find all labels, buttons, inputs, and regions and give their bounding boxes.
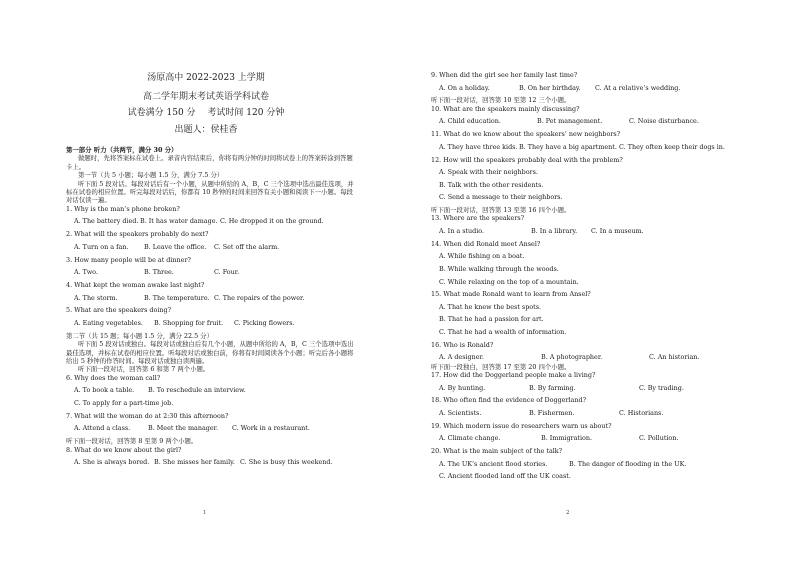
option-a: A. Attend a class. [74, 424, 131, 433]
option-a: A. By hunting. [439, 383, 486, 392]
page-1-content [66, 146, 356, 467]
option-row [74, 386, 356, 394]
question-text: 6. Why does the woman call? [66, 373, 161, 382]
option-row [439, 460, 751, 468]
option-row [439, 384, 751, 392]
question-text: 17. How did the Doggerland people make a living? [431, 370, 596, 379]
option-a: A. While fishing on a boat. [439, 252, 525, 261]
option-a: A. Speak with their neighbors. [439, 168, 538, 177]
section-note: 听下面一段对话，回答第 10 至第 12 三个小题。 [431, 96, 571, 105]
option-a: A. The battery died. [74, 217, 139, 226]
option-b: B. She misses her family. [154, 458, 235, 467]
section-note: 听下面一段对话，回答第 8 至第 9 两个小题。 [66, 437, 198, 446]
option-b: B. Talk with the other residents. [439, 180, 544, 189]
option-c: C. Noise disturbance. [629, 117, 699, 126]
option-a: A. Two. [74, 268, 98, 277]
option-c: C. Picking flowers. [234, 319, 295, 327]
option-a: A. The storm. [74, 293, 118, 302]
sec1-title: 第一节（共 5 小题；每小题 1.5 分，满分 7.5 分） [78, 171, 224, 180]
option-c: C. She is busy this weekend. [240, 458, 333, 467]
option-row [74, 424, 356, 432]
option-a: A. Scientists. [439, 408, 482, 417]
option-a: A. That he knew the best spots. [439, 302, 542, 311]
question-text: 11. What do we know about the speakers’ new neighbors? [431, 130, 621, 139]
question-text: 20. What is the main subject of the talk? [431, 447, 563, 456]
option-row [439, 84, 751, 92]
option-row [439, 143, 751, 151]
option-row [74, 268, 356, 276]
option-c: C. They often keep their dogs in. [619, 142, 725, 151]
question-text: 13. Where are the speakers? [431, 214, 525, 223]
option-c: C. Pollution. [639, 434, 679, 443]
page-1 [66, 0, 366, 562]
question-text: 14. When did Ronald meet Ansel? [431, 239, 541, 248]
option-c: C. Send a message to their neighbors. [439, 193, 563, 202]
option-a: A. In a studio. [439, 226, 485, 235]
option-row [439, 227, 751, 235]
option-row [74, 458, 356, 466]
option-row [439, 409, 751, 417]
author: 出题人：侯桂香 [174, 125, 238, 135]
option-a: A. The UK’s ancient flood stories. [439, 459, 548, 468]
option-a: A. Climate change. [439, 434, 501, 443]
option-b: B. Three. [144, 268, 174, 277]
option-row [74, 243, 356, 251]
page-number: 1 [203, 510, 207, 516]
option-b: B. Leave the office. [144, 242, 207, 251]
question-text: 10. What are the speakers mainly discussing? [431, 104, 580, 113]
question-text: 15. What made Ronald want to learn from Ansel? [431, 290, 591, 299]
school-title: 汤原高中 2022-2023 上学期 [147, 73, 265, 83]
option-c: C. At a relative’s wedding. [595, 83, 681, 92]
option-row [439, 472, 751, 480]
option-c: C. Four. [214, 268, 240, 277]
option-c: C. Ancient flooded land off the UK coast. [439, 472, 571, 481]
option-b: B. Pet management. [537, 117, 603, 126]
sec1-intro: 听下面 5 段对话。每段对话后有一个小题，从题中所给的 A，B，C 三个选项中选出最佳选项，并标在试卷的相应位置。听完每段对话后，你都有 10 秒钟的时间来回答有关小题和阅读下一小题。每段对话仅读一遍。 [66, 179, 354, 205]
question-text: 18. Who often find the evidence of Doggerland? [431, 396, 587, 405]
option-c: C. That he had a wealth of information. [439, 327, 567, 336]
option-c: C. Work in a restaurant. [232, 424, 310, 433]
page-2-content [431, 71, 751, 481]
option-a: A. To book a table. [74, 386, 135, 395]
question-text: 2. What will the speakers probably do next? [66, 230, 209, 239]
option-row [439, 117, 751, 125]
option-c: C. Historians. [619, 408, 664, 417]
score-time: 试卷满分 150 分 考试时间 120 分钟 [127, 108, 285, 118]
exam-title: 高二学年期末考试英语学科试卷 [142, 92, 269, 102]
option-b: B. Shopping for fruit. [154, 319, 224, 327]
option-b: B. The danger of flooding in the UK. [569, 459, 687, 468]
option-row [439, 434, 751, 442]
option-b: B. They have a big apartment. [519, 142, 617, 151]
question-text: 4. What kept the woman awake last night? [66, 281, 205, 290]
option-c: C. To apply for a part-time job. [74, 399, 174, 408]
sec2-intro: 听下面 5 段对话或独白。每段对话或独白后有几个小题，从题中所给的 A，B，C 三个选项中选出最佳选项，并标在试卷的相应位置。听每段对话或独白前，你将有时间阅读各个小题；听完后各小题将给出 5 秒钟的作答时间。每段对话或独白读两遍。 [66, 340, 354, 366]
option-a: A. Turn on a fan. [74, 242, 129, 251]
option-stack [439, 252, 751, 286]
option-c: C. Set off the alarm. [214, 242, 280, 251]
part1-intro: 做题时，先将答案标在试卷上。录音内容结束后，你将有两分钟的时间将试卷上的答案转涂到答题卡上。 [66, 154, 353, 171]
question-text: 16. Who is Ronald? [431, 340, 494, 349]
option-b: B. That he had a passion for art. [439, 315, 544, 324]
option-b: B. To reschedule an interview. [148, 386, 246, 395]
option-row [74, 319, 356, 327]
option-c: C. By trading. [639, 383, 684, 392]
option-c: C. While relaxing on the top of a mountain. [439, 277, 579, 286]
option-row [74, 294, 356, 302]
question-text: 5. What are the speakers doing? [66, 306, 171, 315]
sec2-title: 第二节（共 15 题；每小题 1.5 分，满分 22.5 分） [66, 331, 213, 340]
question-text: 12. How will the speakers probably deal with the problem? [431, 155, 623, 164]
question-text: 1. Why is the man’s phone broken? [66, 204, 180, 213]
question-text: 19. Which modern issue do researchers warn us about? [431, 421, 612, 430]
option-b: B. Meet the manager. [148, 424, 219, 433]
section-note: 听下面一段独白，回答第 17 至第 20 四个小题。 [431, 362, 571, 371]
question-text: 8. What do we know about the girl? [66, 445, 182, 454]
option-b: B. It has water damage. [140, 217, 218, 226]
option-a: A. A designer. [439, 353, 484, 362]
option-row [74, 217, 356, 225]
option-b: B. In a library. [531, 226, 578, 235]
option-b: B. By farming. [529, 383, 576, 392]
option-row [439, 353, 751, 361]
question-text: 7. What will the woman do at 2:30 this afternoon? [66, 411, 229, 420]
option-row [74, 399, 356, 407]
option-c: C. He dropped it on the ground. [220, 217, 324, 226]
page-number: 2 [566, 510, 570, 516]
option-b: B. A photographer. [541, 353, 603, 362]
option-b: B. On her birthday. [519, 83, 581, 92]
option-a: A. They have three kids. [439, 142, 518, 151]
option-b: B. Immigration. [541, 434, 593, 443]
option-a: A. Child education. [439, 117, 501, 126]
option-stack [439, 168, 751, 202]
option-stack [439, 303, 751, 337]
option-a: A. On a holiday. [439, 83, 490, 92]
option-c: C. An historian. [649, 353, 700, 362]
option-b: B. Fishermen. [529, 408, 575, 417]
question-text: 3. How many people will be at dinner? [66, 255, 191, 264]
option-b: B. The temperature. [144, 293, 210, 302]
page-2 [431, 0, 751, 562]
option-a: A. Eating vegetables. [74, 319, 143, 327]
option-a: A. She is always bored. [74, 458, 150, 467]
option-b: B. While walking through the woods. [439, 264, 559, 273]
question-text: 9. When did the girl see her family last time? [431, 71, 578, 79]
section-note: 听下面一段对话，回答第 13 至第 16 四个小题。 [431, 205, 571, 214]
option-c: C. In a museum. [591, 226, 644, 235]
sec2-note: 听下面一段对话，回答第 6 和第 7 两个小题。 [78, 365, 210, 374]
option-c: C. The repairs of the power. [214, 293, 305, 302]
part1-title: 第一部分 听力（共两节，满分 30 分） [66, 146, 178, 154]
